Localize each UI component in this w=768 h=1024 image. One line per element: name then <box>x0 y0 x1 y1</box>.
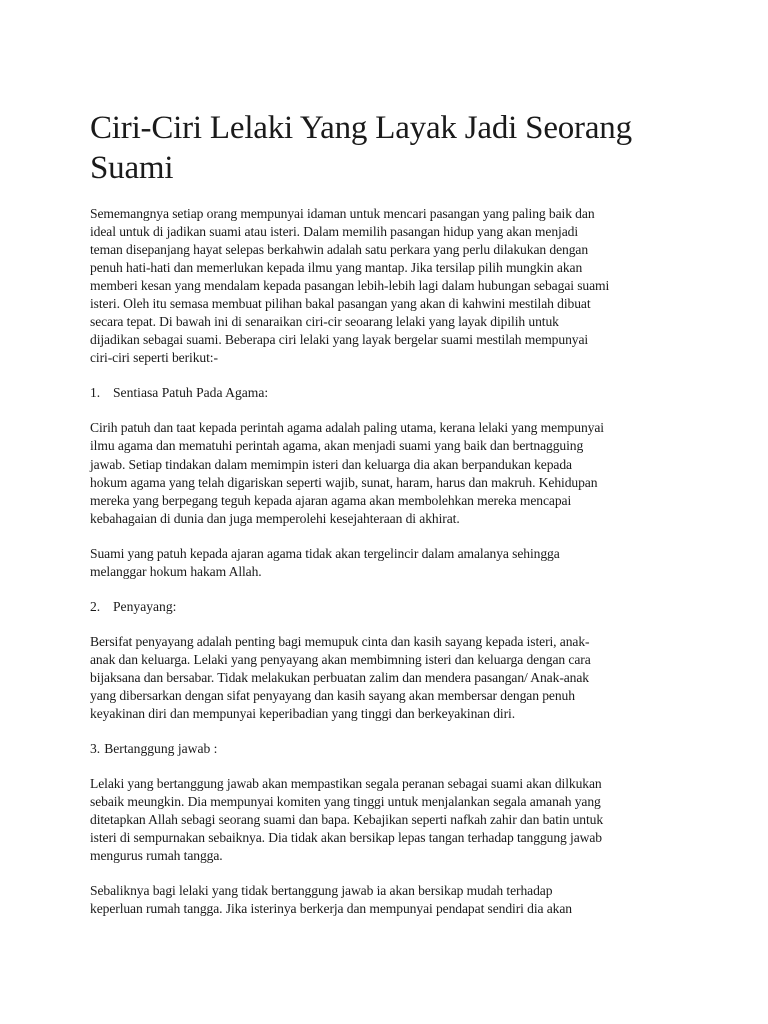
section-heading-text: Bertanggung jawab : <box>104 741 218 757</box>
text-line: mereka yang berpegang teguh kepada ajaran agama akan membolehkan mereka mencapai <box>90 492 572 508</box>
section-heading-2 <box>90 598 680 616</box>
section-number: 1. <box>90 385 101 401</box>
text-line: hokum agama yang telah digariskan seperti wajib, sunat, haram, harus dan makruh. Kehidupan <box>90 474 598 490</box>
section-heading-1 <box>90 384 680 402</box>
text-line: Lelaki yang bertanggung jawab akan mempastikan segala peranan sebagai suami akan dilkukan <box>90 776 602 792</box>
text-line: sebaik meungkin. Dia mempunyai komiten yang tinggi untuk menjalankan segala amanah yang <box>90 794 601 810</box>
text-line: ideal untuk di jadikan suami atau isteri. Dalam memilih pasangan hidup yang akan menjadi <box>90 224 578 240</box>
intro-paragraph <box>90 205 680 367</box>
text-line: mengurus rumah tangga. <box>90 848 223 864</box>
title-line-2: Suami <box>90 150 174 186</box>
section2-paragraph-1 <box>90 633 680 723</box>
text-line: melanggar hokum hakam Allah. <box>90 563 262 579</box>
text-line: isteri di sempurnakan sebaiknya. Dia tidak akan bersikap lepas tangan terhadap tanggung jawab <box>90 830 602 846</box>
text-line: Sememangnya setiap orang mempunyai idaman untuk mencari pasangan yang paling baik dan <box>90 206 595 221</box>
text-line: yang dibersarkan dengan sifat penyayang dan kasih sayang akan membersar dengan penuh <box>90 687 575 703</box>
text-line: bijaksana dan bersabar. Tidak melakukan perbuatan zalim dan mendera pasangan/ Anak-anak <box>90 669 590 685</box>
text-line: ditetapkan Allah sebagi seorang suami dan bapa. Kebajikan seperti nafkah zahir dan batin untuk <box>90 812 604 828</box>
section1-paragraph-2 <box>90 545 680 581</box>
section3-paragraph-2 <box>90 882 680 918</box>
text-line: Sebaliknya bagi lelaki yang tidak bertanggung jawab ia akan bersikap mudah terhadap <box>90 883 553 899</box>
text-line: Suami yang patuh kepada ajaran agama tidak akan tergelincir dalam amalanya sehingga <box>90 545 560 561</box>
text-line: isteri. Oleh itu semasa membuat pilihan bakal pasangan yang akan di kahwini mestilah dibuat <box>90 296 591 312</box>
section-number: 2. <box>90 598 101 614</box>
text-line: ilmu agama dan mematuhi perintah agama, akan menjadi suami yang baik dan bertnagguing <box>90 438 584 454</box>
text-line: penuh hati-hati dan memerlukan kepada ilmu yang mantap. Jika tersilap pilih mungkin akan <box>90 260 583 276</box>
text-line: keyakinan diri dan mempunyai keperibadian yang tinggi dan berkeyakinan diri. <box>90 705 515 721</box>
text-line: dijadikan sebagai suami. Beberapa ciri lelaki yang layak bergelar suami mestilah mempunyai <box>90 332 589 348</box>
title-line-1: Ciri-Ciri Lelaki Yang Layak Jadi Seorang <box>90 110 632 146</box>
page-title <box>90 108 680 188</box>
text-line: Cirih patuh dan taat kepada perintah agama adalah paling utama, kerana lelaki yang mempunyai <box>90 420 604 436</box>
section-heading-text: Sentiasa Patuh Pada Agama: <box>113 385 269 401</box>
text-line: kebahagaian di dunia dan juga memperolehi kesejahteraan di akhirat. <box>90 510 460 526</box>
section1-paragraph-1 <box>90 419 680 527</box>
text-line: keperluan rumah tangga. Jika isterinya berkerja dan mempunyai pendapat sendiri dia akan <box>90 901 573 917</box>
text-line: ciri-ciri seperti berikut:- <box>90 350 218 366</box>
section3-paragraph-1 <box>90 775 680 865</box>
text-line: anak dan keluarga. Lelaki yang penyayang akan membimning isteri dan keluarga dengan cara <box>90 651 591 667</box>
text-line: teman disepanjang hayat selepas berkahwin adalah satu perkara yang perlu dilakukan dengan <box>90 242 589 258</box>
text-line: Bersifat penyayang adalah penting bagi memupuk cinta dan kasih sayang kepada isteri, anak- <box>90 633 590 649</box>
section-heading-text: Penyayang: <box>113 598 177 614</box>
document-page <box>90 108 680 935</box>
section-heading-3 <box>90 740 680 758</box>
text-line: secara tepat. Di bawah ini di senaraikan ciri-cir seoarang lelaki yang layak dipilih untuk <box>90 314 559 330</box>
text-line: memberi kesan yang mendalam kepada pasangan lebih-lebih lagi dalam hubungan sebagai suami <box>90 278 610 294</box>
text-line: jawab. Setiap tindakan dalam memimpin isteri dan keluarga dia akan berpandukan kepada <box>90 456 572 472</box>
section-number: 3. <box>90 741 101 757</box>
